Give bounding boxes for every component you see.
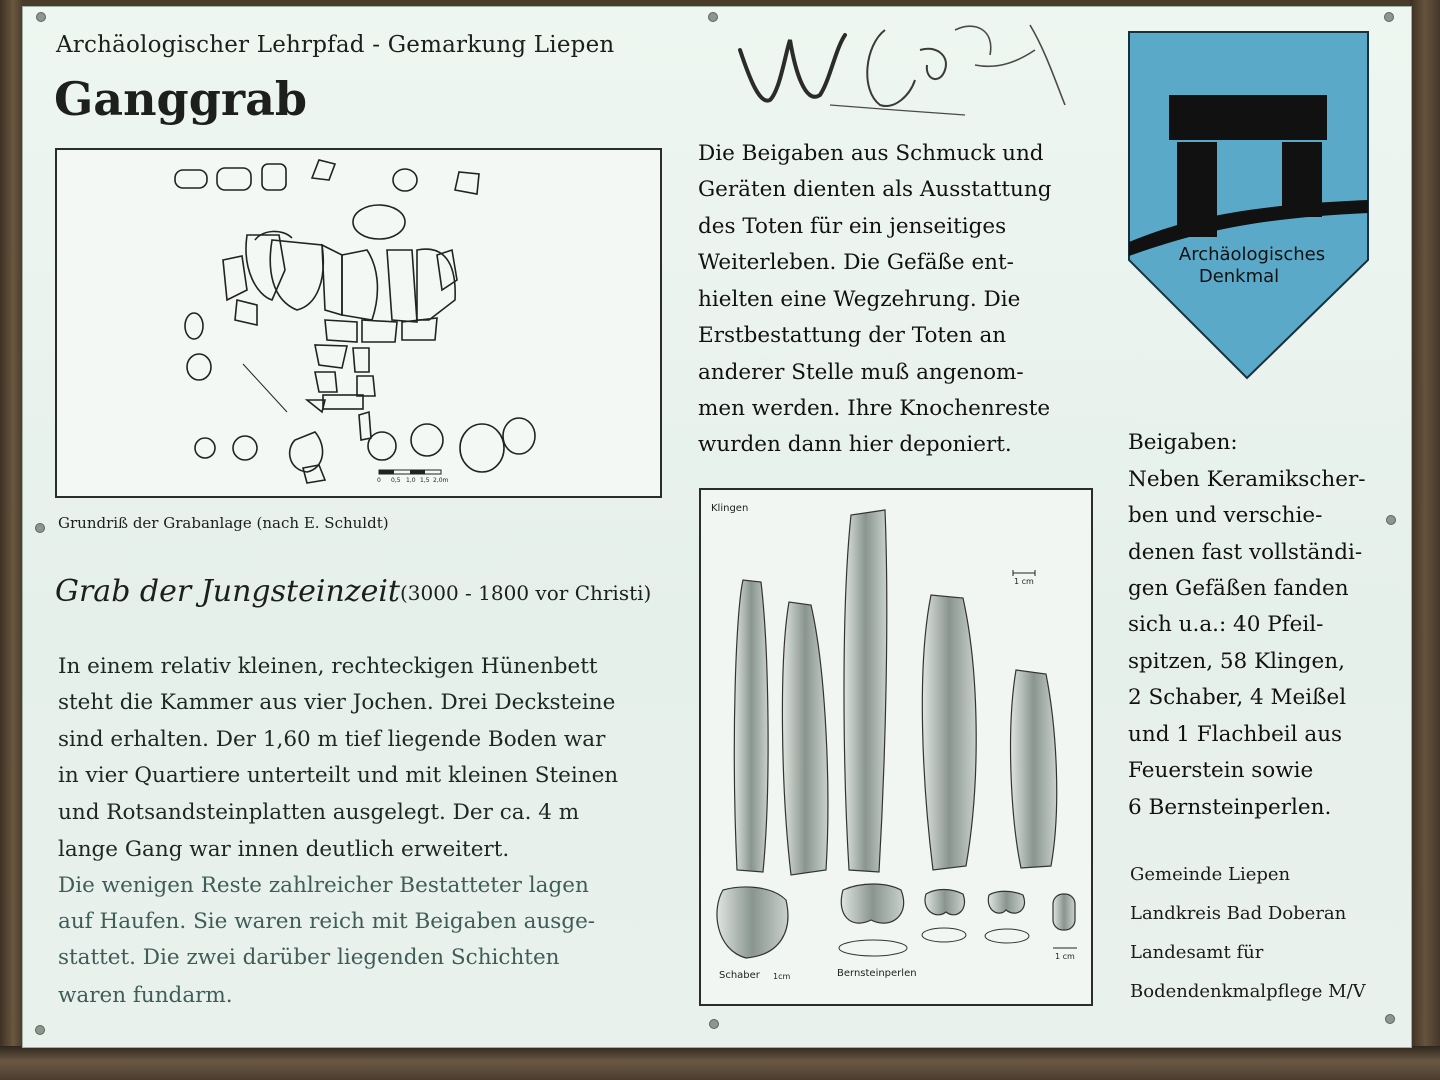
section-title: Grab der Jungsteinzeit [55,574,400,609]
screw [708,12,718,22]
chamber-stone [322,245,342,315]
chamber-stone [387,250,417,322]
wooden-frame-right [1410,0,1440,1080]
emblem-line1: Archäologisches [1178,244,1326,265]
stone-outline [312,160,335,180]
chamber-stone [246,235,285,300]
grave-goods-heading: Beigaben: [1128,430,1238,455]
passage-stone [315,345,347,368]
grave-goods-line: gen Gefäßen fanden [1128,576,1349,601]
passage-stone [353,348,369,372]
scraper-label: Schaber [719,970,760,981]
body-text-line: lange Gang war innen deutlich erweitert. [58,837,510,862]
scale-label: 0,5 [391,477,401,484]
amber-bead [1053,894,1075,930]
scale-label: 2,0m [433,477,449,484]
screw [1386,515,1396,525]
middle-text-line: Die Beigaben aus Schmuck und [698,141,1044,166]
kerb-stone [411,424,443,456]
middle-text-line: hielten eine Wegzehrung. Die [698,287,1021,312]
body-text-line: und Rotsandsteinplatten ausgelegt. Der ca. 4 m [58,800,580,825]
bead-section [922,928,966,942]
chamber-stone [235,300,257,325]
grave-goods-line: ben und verschie- [1128,503,1323,528]
credit-line: Gemeinde Liepen [1130,864,1291,885]
bead-section [985,929,1029,943]
middle-text-line: anderer Stelle muß angenom- [698,360,1024,385]
screw [709,1019,719,1029]
passage-stone [315,372,337,392]
archaeological-monument-emblem [1127,30,1370,380]
blade-scale [1013,570,1035,586]
flint-blade [1011,670,1057,868]
passage-stone [323,395,363,409]
stone-outline [175,170,207,188]
credit-line: Landesamt für [1130,942,1264,963]
scraper [717,887,788,958]
amber-bead [925,890,965,915]
amber-bead [988,891,1024,913]
body-text-line: Die wenigen Reste zahlreicher Bestatteter lagen [58,873,589,898]
middle-text-line: Weiterleben. Die Gefäße ent- [698,250,1014,275]
middle-text-line: des Toten für ein jenseitiges [698,214,1007,239]
blades-label: Klingen [711,503,749,514]
grave-goods-line: spitzen, 58 Klingen, [1128,649,1345,674]
passage-stone [359,412,371,440]
amber-beads-label: Bernsteinperlen [837,968,917,979]
stone-outline [217,168,251,190]
body-text-line: auf Haufen. Sie waren reich mit Beigaben ausge- [58,909,596,934]
chamber-stone [223,256,247,300]
grave-goods-line: Neben Keramikscher- [1128,467,1366,492]
graffiti-scribble [735,10,1075,120]
stone-outline [393,169,417,191]
page-title: Ganggrab [54,72,308,126]
screw [35,1025,45,1035]
flint-blade [782,602,827,875]
screw [35,523,45,533]
kerb-stone [233,436,257,460]
amber-bead [841,884,903,923]
kerb-stone [368,432,396,460]
credit-line: Landkreis Bad Doberan [1130,903,1347,924]
plan-caption: Grundriß der Grabanlage (nach E. Schuldt) [58,514,389,532]
chamber-stone [342,250,377,320]
emblem-line2: Denkmal [1198,266,1280,287]
grave-goods-line: denen fast vollständi- [1128,540,1363,565]
scale-bar [379,470,441,474]
body-text-line: in vier Quartiere unterteilt und mit kleinen Steinen [58,763,619,788]
chamber-stone [437,250,457,290]
dolmen-capstone-icon [1169,95,1327,140]
wooden-frame-left [0,0,22,1080]
scale-label: 1,5 [420,477,430,484]
kerb-stone [460,424,504,472]
stone-outline [262,164,286,190]
scale-label: 1cm [773,972,791,981]
bead-section [839,940,907,956]
grave-goods-line: sich u.a.: 40 Pfeil- [1128,612,1324,637]
grave-plan-svg [57,150,660,496]
passage-stone [303,465,325,483]
artifact-illustration [699,488,1093,1006]
scale-label: 1 cm [1014,577,1034,586]
body-text-line: waren fundarm. [58,983,233,1008]
middle-text-line: wurden dann hier deponiert. [698,432,1012,457]
grave-plan-drawing [55,148,662,498]
passage-stone [357,376,375,396]
chamber-stone [402,318,437,340]
body-text-line: stattet. Die zwei darüber liegenden Schichten [58,945,560,970]
scale-label: 0 [377,477,381,484]
north-arrow [243,364,287,412]
artifact-svg [701,490,1091,1004]
kerb-stone [187,354,211,380]
grave-goods-line: 6 Bernsteinperlen. [1128,795,1332,820]
chamber-stone [325,320,357,342]
flint-blade [922,595,976,870]
screw [36,12,46,22]
kerb-stone [503,418,535,454]
grave-goods-line: Feuerstein sowie [1128,758,1314,783]
stone-outline [455,172,479,194]
screw [1385,1014,1395,1024]
chamber-stone [270,240,323,310]
middle-text-line: Geräten dienten als Ausstattung [698,177,1052,202]
flint-blade [734,580,768,872]
middle-text-line: men werden. Ihre Knochenreste [698,396,1051,421]
capstone [353,205,405,239]
scale-label: 1 cm [1055,952,1075,961]
kerb-stone [185,313,203,339]
chamber-stone [362,320,397,342]
body-text-line: steht die Kammer aus vier Jochen. Drei Decksteine [58,690,616,715]
body-text-line: sind erhalten. Der 1,60 m tief liegende Boden war [58,727,606,752]
flint-blade [844,510,887,872]
grave-goods-line: und 1 Flachbeil aus [1128,722,1343,747]
middle-text-line: Erstbestattung der Toten an [698,323,1007,348]
screw [1384,12,1394,22]
body-text-line: In einem relativ kleinen, rechteckigen Hünenbett [58,654,598,679]
kerb-stone [195,438,215,458]
trail-subtitle: Archäologischer Lehrpfad - Gemarkung Liepen [56,32,615,58]
scale-label: 1,0 [406,477,416,484]
grave-goods-line: 2 Schaber, 4 Meißel [1128,685,1347,710]
credit-line: Bodendenkmalpflege M/V [1130,981,1366,1002]
section-dates: (3000 - 1800 vor Christi) [400,581,652,605]
wooden-frame-bottom [0,1046,1440,1080]
